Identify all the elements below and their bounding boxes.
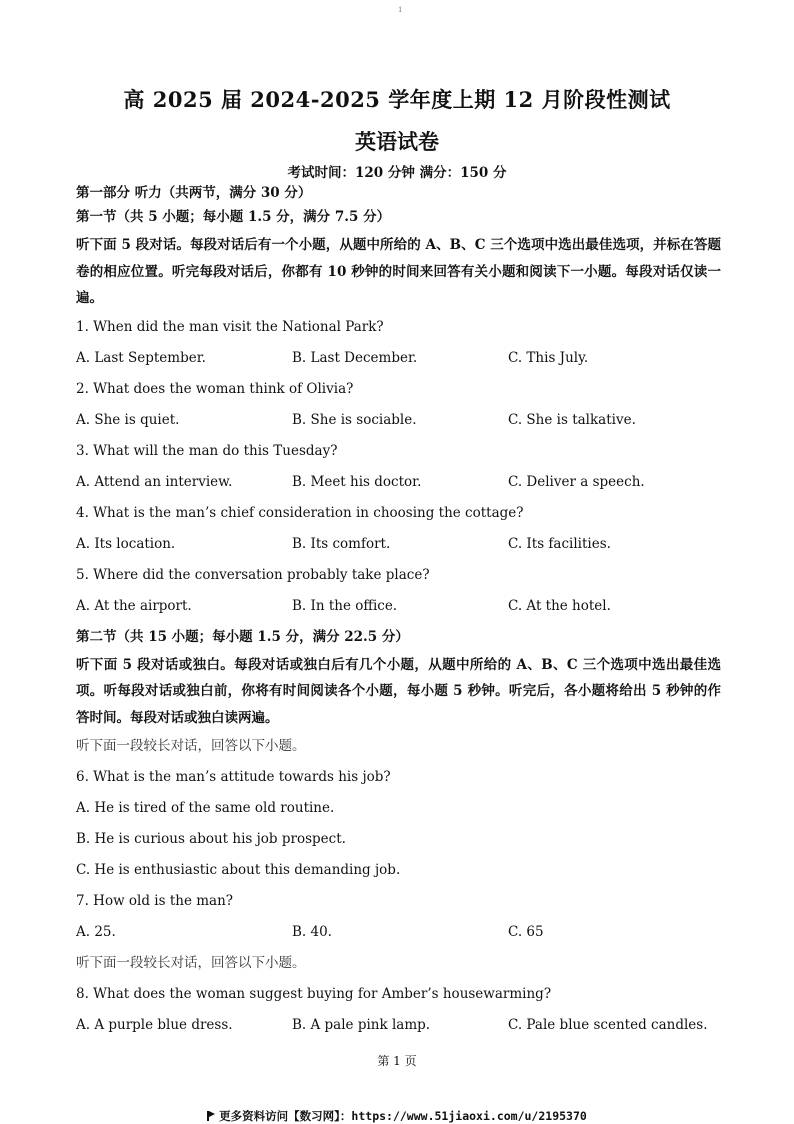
question-5: 5. Where did the conversation probably take place? [76,566,430,583]
question-6-option-b: B. He is curious about his job prospect. [76,831,346,847]
option-b: B. Last December. [292,349,418,366]
question-3: 3. What will the man do this Tuesday? [76,442,338,459]
listen-note: 听下面一段较长对话，回答以下小题。 [76,955,306,971]
question-8: 8. What does the woman suggest buying for Amber’s housewarming? [76,986,552,1002]
option-c: C. This July. [508,349,589,366]
section2-heading: 第二节（共 15 小题；每小题 1.5 分，满分 22.5 分） [76,628,409,645]
option-c: C. Its facilities. [508,535,611,552]
exam-info: 考试时间：120 分钟 满分：150 分 [287,165,507,181]
section1-heading: 第一节（共 5 小题；每小题 1.5 分，满分 7.5 分） [76,209,391,225]
exam-subtitle: 英语试卷 [355,129,439,154]
question-7: 7. How old is the man? [76,893,234,909]
question-3-options [76,473,721,491]
option-b: B. In the office. [292,597,398,614]
question-6-option-a: A. He is tired of the same old routine. [76,800,335,816]
exam-content [76,184,721,1047]
option-b: B. Its comfort. [292,535,391,552]
option-a: A. Its location. [76,535,176,552]
option-c: C. At the hotel. [508,597,611,614]
section2-instructions: 听下面 5 段对话或独白。每段对话或独白后有几个小题，从题中所给的 A、B、C 三个选项中选出最佳选项。听每段对话或独白前，你将有时间阅读各个小题，每小题 5 秒钟。听完后，各小题将给出 5 秒钟的作答时间。每段对话或独白读两遍。 [76,656,721,726]
footer-text[interactable]: 更多资料访问【数习网】：https://www.51jiaoxi.com/u/2195370 [219,1109,587,1123]
part1-heading: 第一部分 听力（共两节，满分 30 分） [76,185,312,201]
option-c: C. Pale blue scented candles. [508,1017,708,1033]
question-1: 1. When did the man visit the National Park? [76,318,384,335]
page-top-mark: 1 [398,6,403,14]
question-5-options [76,597,721,615]
question-2: 2. What does the woman think of Olivia? [76,380,354,397]
question-6: 6. What is the man’s attitude towards his job? [76,769,391,785]
question-2-options [76,411,721,429]
question-8-options [76,1016,721,1034]
question-7-options [76,923,721,941]
option-b: B. She is sociable. [292,411,417,428]
option-c: C. Deliver a speech. [508,473,645,490]
option-a: A. 25. [76,924,116,940]
question-4-options [76,535,721,553]
question-4: 4. What is the man’s chief consideration in choosing the cottage? [76,504,524,521]
page-number: 第 1 页 [377,1054,417,1068]
option-a: A. At the airport. [76,597,192,614]
section1-instructions: 听下面 5 段对话。每段对话后有一个小题，从题中所给的 A、B、C 三个选项中选出最佳选项，并标在答题卷的相应位置。听完每段对话后，你都有 10 秒钟的时间来回答有关小题和阅读下一小题。每段对话仅读一遍。 [76,237,721,306]
option-c: C. She is talkative. [508,411,636,428]
option-a: A. Attend an interview. [76,473,233,490]
exam-title: 高 2025 届 2024-2025 学年度上期 12 月阶段性测试 [123,87,671,112]
footer-link[interactable] [0,1108,794,1124]
question-6-option-c: C. He is enthusiastic about this demanding job. [76,862,401,878]
option-b: B. Meet his doctor. [292,473,422,490]
option-a: A. A purple blue dress. [76,1017,233,1033]
listen-note: 听下面一段较长对话，回答以下小题。 [76,738,306,754]
option-c: C. 65 [508,924,544,940]
option-b: B. A pale pink lamp. [292,1017,431,1033]
option-b: B. 40. [292,924,332,940]
option-a: A. She is quiet. [76,411,180,428]
flag-icon [207,1111,215,1121]
question-1-options [76,349,721,367]
option-a: A. Last September. [76,349,206,366]
